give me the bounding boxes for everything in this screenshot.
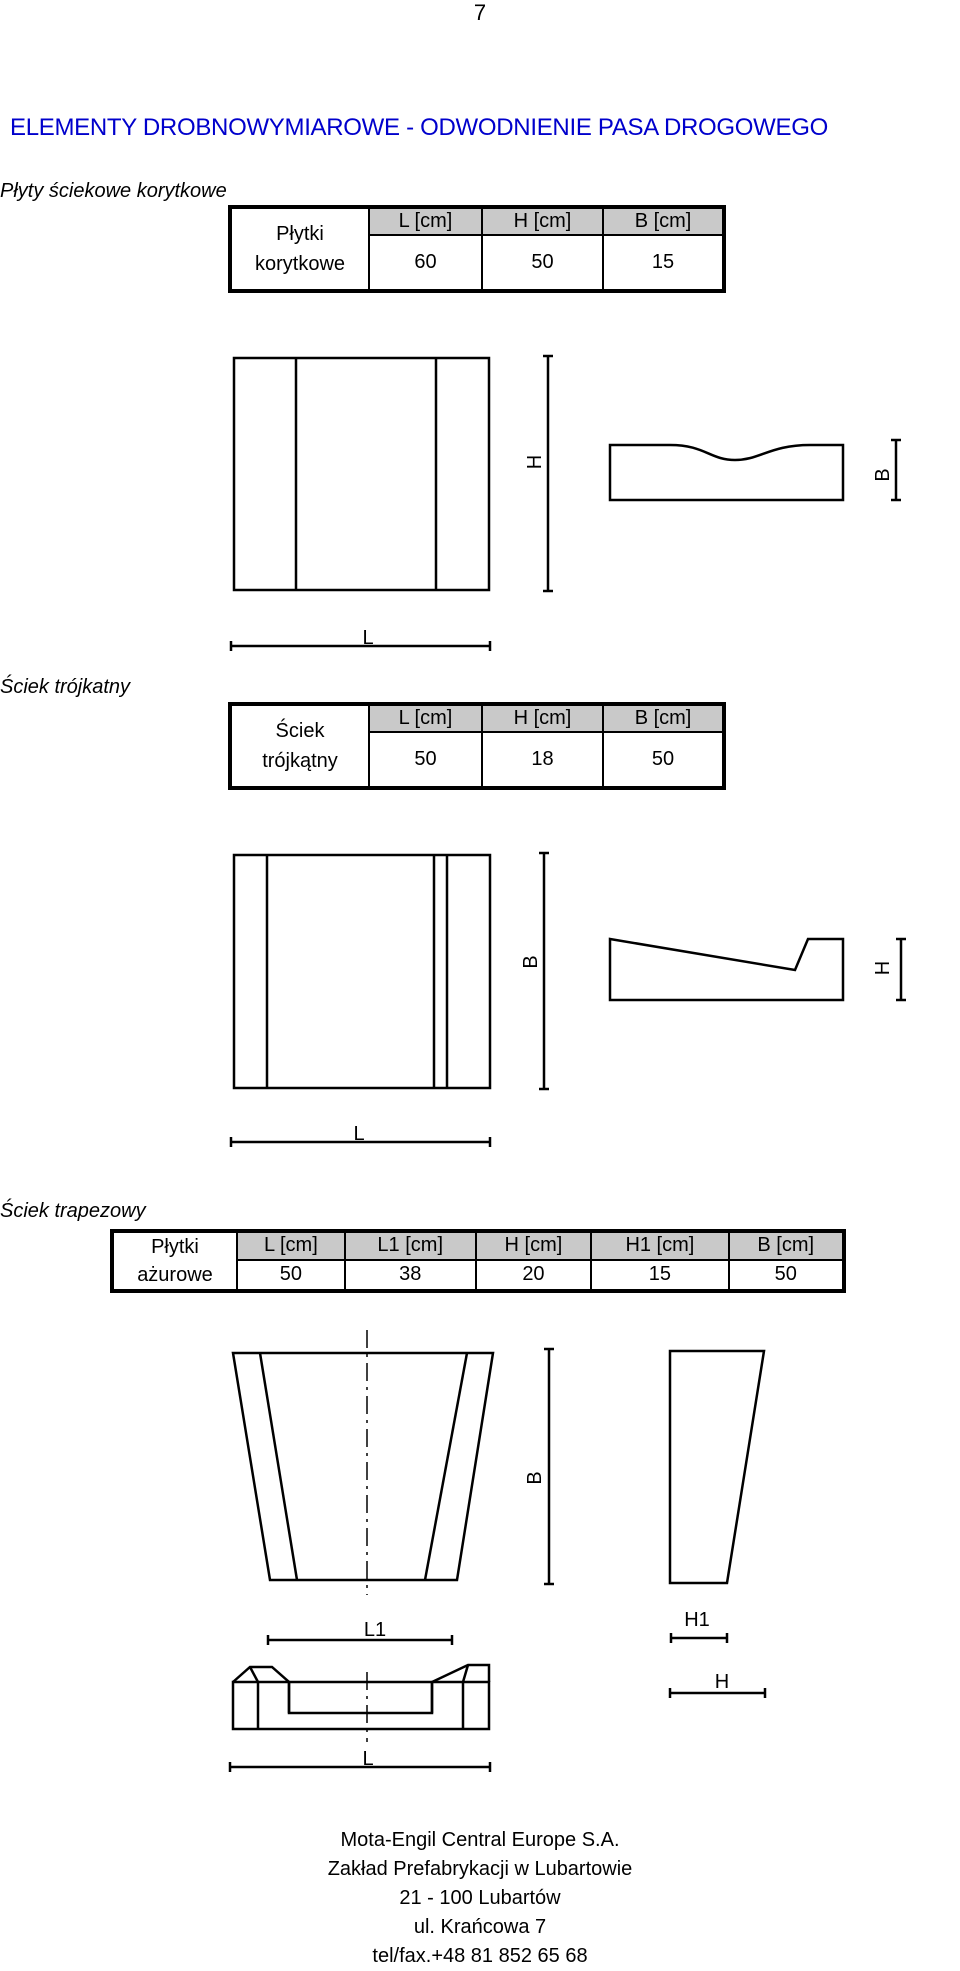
value-cell: 15 bbox=[591, 1260, 728, 1291]
header-cell: L1 [cm] bbox=[345, 1231, 476, 1260]
value-cell: 50 bbox=[369, 732, 482, 788]
spec-table-trapezowy bbox=[110, 1229, 846, 1293]
trojkatny-dim-b-label: B bbox=[520, 955, 542, 969]
row-label: Ściek trójkątny bbox=[230, 704, 369, 788]
trojkatny-cross-section bbox=[610, 939, 843, 1000]
trapezowy-front-profile bbox=[233, 1665, 489, 1729]
page-number: 7 bbox=[473, 0, 487, 25]
value-cell: 38 bbox=[345, 1260, 476, 1291]
korytkowe-dim-b-label: B bbox=[872, 468, 894, 482]
value-cell: 50 bbox=[482, 235, 603, 291]
value-cell: 60 bbox=[369, 235, 482, 291]
trapezowy-dim-l1-line bbox=[268, 1635, 452, 1645]
value-cell: 15 bbox=[603, 235, 724, 291]
korytkowe-dim-h-label: H bbox=[524, 454, 546, 470]
footer-company: Mota-Engil Central Europe S.A. bbox=[340, 1829, 620, 1851]
trapezowy-dim-l-label: L bbox=[362, 1748, 374, 1770]
header-cell: H1 [cm] bbox=[591, 1231, 728, 1260]
header-cell: B [cm] bbox=[729, 1231, 845, 1260]
korytkowe-plan-view bbox=[234, 358, 489, 590]
header-cell: L [cm] bbox=[369, 207, 482, 235]
footer-plant: Zakład Prefabrykacji w Lubartowie bbox=[327, 1858, 633, 1880]
value-cell: 50 bbox=[603, 732, 724, 788]
value-cell: 18 bbox=[482, 732, 603, 788]
trapezowy-dim-l1-label: L1 bbox=[363, 1619, 387, 1641]
trapezowy-side-view bbox=[670, 1351, 764, 1583]
value-cell: 50 bbox=[237, 1260, 345, 1291]
footer-postal: 21 - 100 Lubartów bbox=[399, 1887, 561, 1909]
trapezowy-dim-l-line bbox=[230, 1762, 490, 1772]
value-cell: 20 bbox=[476, 1260, 592, 1291]
header-cell: H [cm] bbox=[476, 1231, 592, 1260]
trapezowy-plan-view bbox=[233, 1353, 493, 1580]
trapezowy-dim-h1-line bbox=[671, 1633, 727, 1643]
header-cell: B [cm] bbox=[603, 704, 724, 732]
korytkowe-cross-section bbox=[610, 445, 843, 500]
trojkatny-plan-view bbox=[234, 855, 490, 1088]
trojkatny-dim-h-line bbox=[896, 939, 906, 1000]
row-label: Płytki ażurowe bbox=[112, 1231, 237, 1291]
trapezowy-dim-h1-label: H1 bbox=[684, 1609, 710, 1631]
section-title-korytkowe: Płyty ściekowe korytkowe bbox=[0, 180, 227, 202]
footer-phone: tel/fax.+48 81 852 65 68 bbox=[372, 1945, 588, 1967]
section-title-trapezowy: Ściek trapezowy bbox=[0, 1200, 146, 1222]
section-title-trojkatny: Ściek trójkatny bbox=[0, 676, 131, 698]
trapezowy-dim-h-label: H bbox=[714, 1671, 730, 1693]
header-cell: B [cm] bbox=[603, 207, 724, 235]
korytkowe-dim-l-line bbox=[231, 641, 490, 651]
footer-street: ul. Krańcowa 7 bbox=[413, 1916, 547, 1938]
row-label: Płytki korytkowe bbox=[230, 207, 369, 291]
value-cell: 50 bbox=[729, 1260, 845, 1291]
header-cell: L [cm] bbox=[237, 1231, 345, 1260]
trojkatny-dim-h-label: H bbox=[872, 960, 894, 976]
company-footer bbox=[0, 1826, 960, 1971]
korytkowe-dim-l-label: L bbox=[362, 627, 374, 649]
trojkatny-dim-l-label: L bbox=[353, 1123, 365, 1145]
header-cell: L [cm] bbox=[369, 704, 482, 732]
page-title: ELEMENTY DROBNOWYMIAROWE - ODWODNIENIE PASA DROGOWEGO bbox=[10, 114, 828, 141]
trapezowy-dim-b-label: B bbox=[524, 1471, 546, 1485]
korytkowe-dim-h-line bbox=[543, 356, 553, 591]
header-cell: H [cm] bbox=[482, 704, 603, 732]
trapezowy-dim-b-line bbox=[544, 1349, 554, 1584]
trojkatny-dim-b-line bbox=[539, 853, 549, 1089]
header-cell: H [cm] bbox=[482, 207, 603, 235]
spec-table-trojkatny bbox=[228, 702, 726, 790]
